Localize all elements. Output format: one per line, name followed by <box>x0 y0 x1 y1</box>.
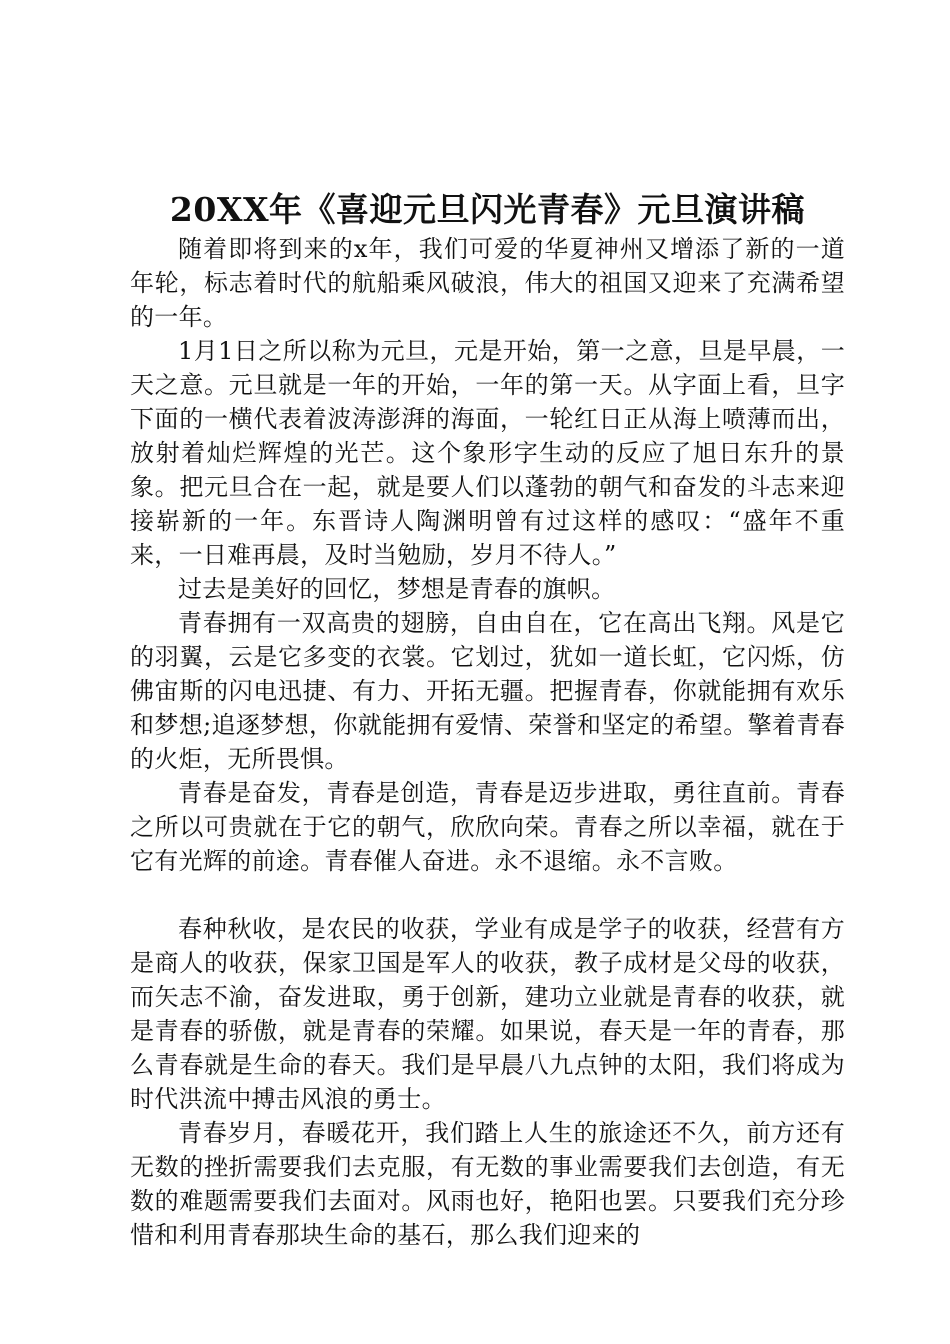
paragraph-youth-striving: 青春是奋发，青春是创造，青春是迈步进取，勇往直前。青春之所以可贵就在于它的朝气，欣欣向荣。青春之所以幸福，就在于它有光辉的前途。青春催人奋进。永不退缩。永不言败。 <box>130 779 845 875</box>
paragraph-harvest: 春种秋收，是农民的收获，学业有成是学子的收获，经营有方是商人的收获，保家卫国是军人的收获，教子成材是父母的收获，而矢志不渝，奋发进取，勇于创新，建功立业就是青春的收获，就是青春的骄傲，就是青春的荣耀。如果说，春天是一年的青春，那么青春就是生命的春天。我们是早晨八九点钟的太阳，我们将成为时代洪流中搏击风浪的勇士。 <box>130 915 845 1113</box>
document-page <box>130 0 845 1252</box>
document-body <box>130 232 845 1252</box>
paragraph-youth-years: 青春岁月，春暖花开，我们踏上人生的旅途还不久，前方还有无数的挫折需要我们去克服，有无数的事业需要我们去创造，有无数的难题需要我们去面对。风雨也好，艳阳也罢。只要我们充分珍惜和利用青春那块生命的基石，那么我们迎来的 <box>130 1119 845 1249</box>
paragraph-memory-dream: 过去是美好的回忆，梦想是青春的旗帜。 <box>178 575 616 603</box>
paragraph-yuandan-meaning: 1月1日之所以称为元旦，元是开始，第一之意，旦是早晨，一天之意。元旦就是一年的开始，一年的第一天。从字面上看，旦字下面的一横代表着波涛澎湃的海面，一轮红日正从海上喷薄而出，放射着灿烂辉煌的光芒。这个象形字生动的反应了旭日东升的景象。把元旦合在一起，就是要人们以蓬勃的朝气和奋发的斗志来迎接崭新的一年。东晋诗人陶渊明曾有过这样的感叹：“盛年不重来，一日难再晨，及时当勉励，岁月不待人。” <box>130 337 845 569</box>
document-title: 20XX年《喜迎元旦闪光青春》元旦演讲稿 <box>169 190 806 229</box>
paragraph-youth-wings: 青春拥有一双高贵的翅膀，自由自在，它在高出飞翔。风是它的羽翼，云是它多变的衣裳。它划过，犹如一道长虹，它闪烁，仿佛宙斯的闪电迅捷、有力、开拓无疆。把握青春，你就能拥有欢乐和梦想;追逐梦想，你就能拥有爱情、荣誉和坚定的希望。擎着青春的火炬，无所畏惧。 <box>130 609 845 773</box>
paragraph-intro: 随着即将到来的x年，我们可爱的华夏神州又增添了新的一道年轮，标志着时代的航船乘风破浪，伟大的祖国又迎来了充满希望的一年。 <box>130 235 845 331</box>
